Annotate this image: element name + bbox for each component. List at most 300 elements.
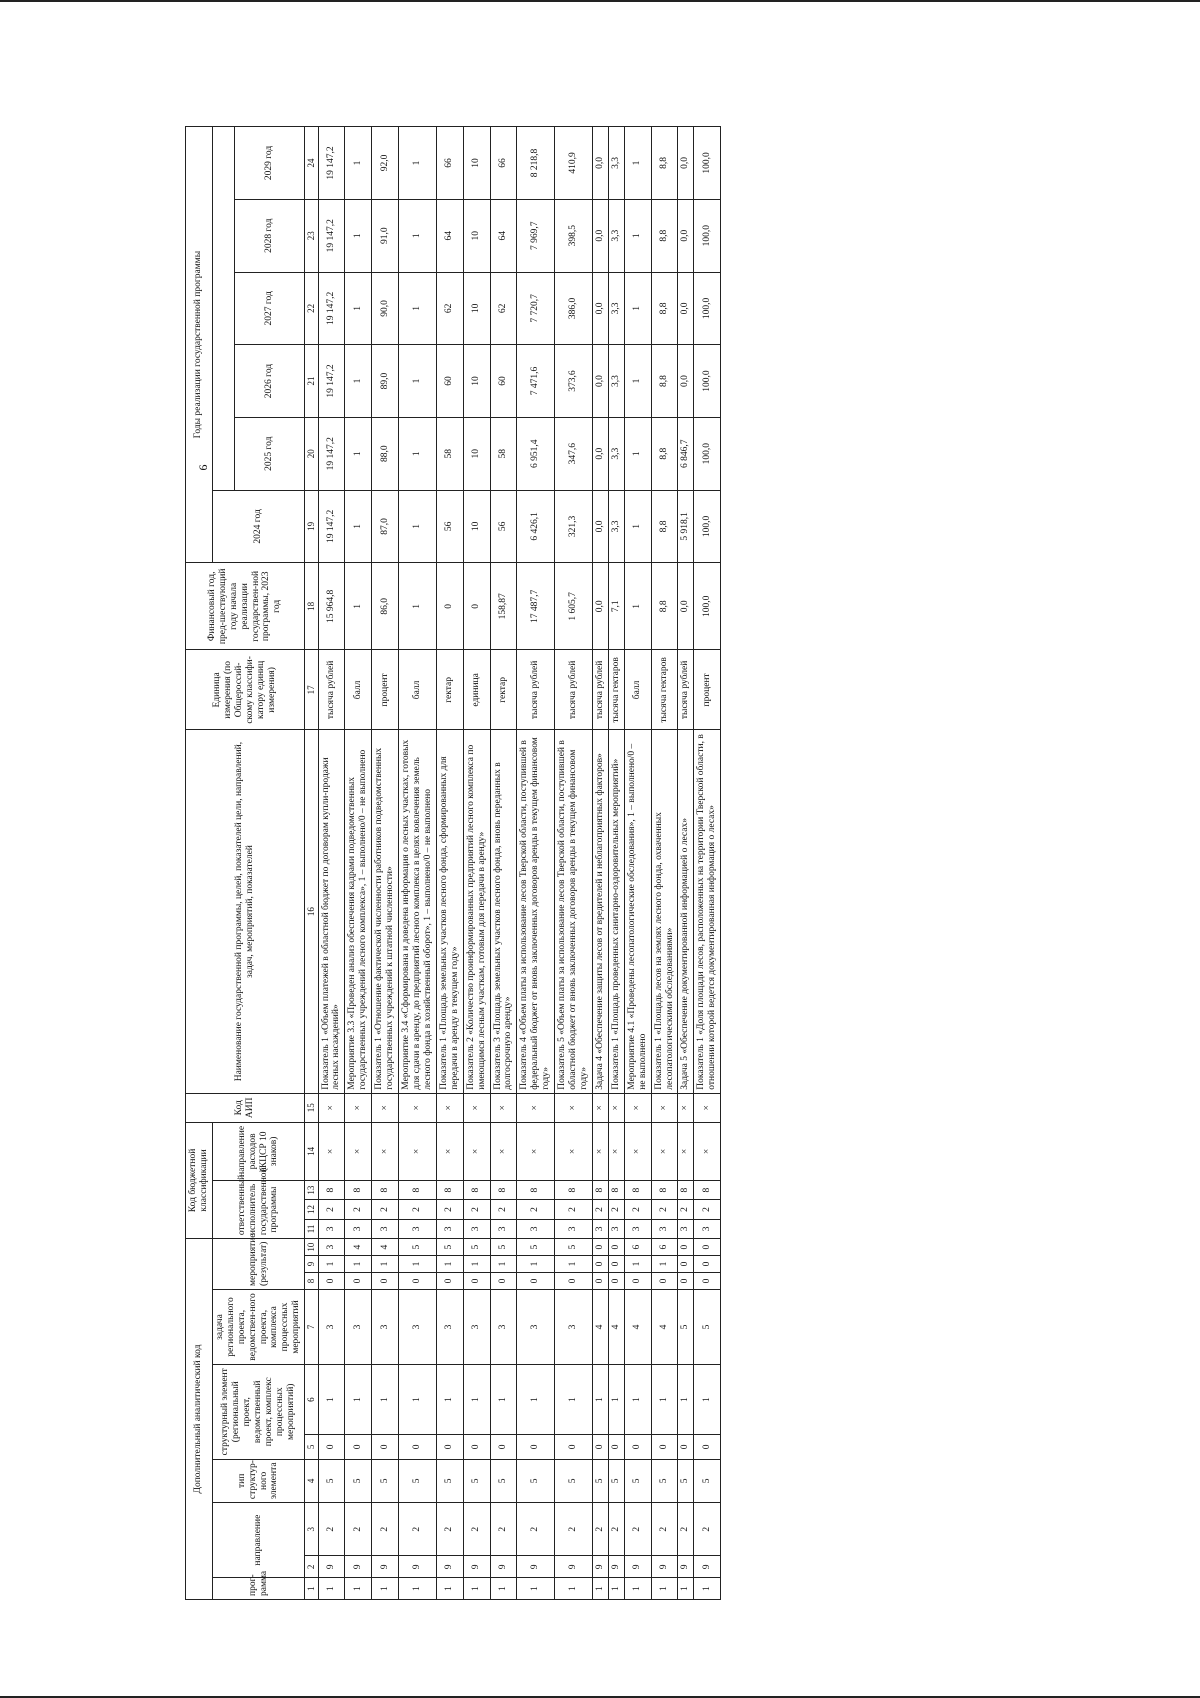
value-cell: 1 — [345, 199, 372, 272]
code-cell: 8 — [463, 1180, 490, 1199]
row-unit: тысяча гектаров — [608, 650, 624, 730]
value-cell: 64 — [490, 199, 517, 272]
value-cell: 1 — [345, 417, 372, 490]
value-cell: 1 — [399, 490, 437, 563]
column-number: 10 — [305, 1239, 318, 1256]
code-cell: 9 — [517, 1556, 555, 1578]
value-cell: 7 471,6 — [517, 345, 555, 418]
value-cell: 0,0 — [592, 563, 608, 650]
header-year-2024: 2024 год — [212, 490, 304, 563]
code-cell: × — [372, 1093, 399, 1122]
value-cell: 100,0 — [694, 563, 721, 650]
code-cell: 5 — [592, 1459, 608, 1503]
code-cell: 2 — [517, 1503, 555, 1556]
code-cell: 5 — [463, 1239, 490, 1256]
value-cell: 0 — [436, 563, 463, 650]
code-cell: 3 — [490, 1219, 517, 1238]
code-cell: 0 — [436, 1435, 463, 1459]
code-cell: 0 — [463, 1435, 490, 1459]
value-cell: 1 — [345, 127, 372, 200]
code-cell: 5 — [399, 1459, 437, 1503]
code-cell: 1 — [345, 1256, 372, 1273]
code-cell: × — [694, 1093, 721, 1122]
header-fin-year: Финансовый год, пред-шествующий году начала реализации государствен-ной программы, 2023 год — [186, 563, 305, 650]
code-cell: 1 — [318, 1365, 345, 1435]
value-cell: 1 — [624, 563, 651, 650]
value-cell: 19 147,2 — [318, 345, 345, 418]
code-cell: 9 — [372, 1556, 399, 1578]
code-cell: 1 — [399, 1256, 437, 1273]
code-cell: 0 — [678, 1273, 694, 1290]
column-number: 16 — [305, 730, 318, 1093]
code-cell: × — [436, 1122, 463, 1180]
header-year-2028: 2028 год — [234, 199, 304, 272]
code-cell: × — [436, 1093, 463, 1122]
code-cell: 1 — [463, 1256, 490, 1273]
table-row — [372, 127, 399, 1600]
code-cell: 2 — [345, 1200, 372, 1219]
code-cell: 0 — [555, 1435, 593, 1459]
column-number: 8 — [305, 1273, 318, 1290]
code-cell: 9 — [555, 1556, 593, 1578]
value-cell: 373,6 — [555, 345, 593, 418]
column-number: 24 — [305, 127, 318, 200]
value-cell: 0,0 — [678, 272, 694, 345]
code-cell: 5 — [436, 1239, 463, 1256]
value-cell: 86,0 — [372, 563, 399, 650]
row-name: Мероприятие 3.4 «Сформирована и доведена информация о лесных участках, готовых для сдачи в аренду, до предприятий лесного комплекса в целях вовлечения земель лесного фонда в хозяйственный оборот», 1 – выполнено/0 – не выполнено — [399, 730, 437, 1093]
code-cell: 0 — [624, 1435, 651, 1459]
value-cell: 58 — [490, 417, 517, 490]
header-analytic-code: Дополнительный аналитический код — [186, 1239, 213, 1600]
code-cell: 2 — [490, 1503, 517, 1556]
column-number: 4 — [305, 1459, 318, 1503]
table-row — [624, 127, 651, 1600]
code-cell: 1 — [624, 1256, 651, 1273]
code-cell: 2 — [651, 1503, 678, 1556]
code-cell: 1 — [318, 1578, 345, 1600]
row-name: Мероприятие 3.3 «Проведен анализ обеспечения кадрами подведомственных государственных учреждений лесного комплекса», 1 – выполнено/0 – не выполнено — [345, 730, 372, 1093]
code-cell: 1 — [436, 1365, 463, 1435]
code-cell: × — [399, 1122, 437, 1180]
code-cell: × — [399, 1093, 437, 1122]
code-cell: 1 — [436, 1578, 463, 1600]
code-cell: 2 — [399, 1503, 437, 1556]
value-cell: 1 — [345, 272, 372, 345]
code-cell: 0 — [372, 1273, 399, 1290]
column-number: 9 — [305, 1256, 318, 1273]
code-cell: 3 — [678, 1219, 694, 1238]
value-cell: 3,3 — [608, 127, 624, 200]
row-name: Мероприятие 4.1 «Проведены лесопатологические обследования», 1 – выполнено/0 – не выполнено — [624, 730, 651, 1093]
value-cell: 8 218,8 — [517, 127, 555, 200]
row-unit: балл — [624, 650, 651, 730]
code-cell: 1 — [372, 1365, 399, 1435]
value-cell: 100,0 — [694, 127, 721, 200]
code-cell: 3 — [517, 1289, 555, 1364]
header-unit: Единица измерения (по Общероссий-скому классифи-катору единиц измерения) — [186, 650, 305, 730]
code-cell: 1 — [463, 1578, 490, 1600]
value-cell: 3,3 — [608, 417, 624, 490]
code-cell: 3 — [399, 1219, 437, 1238]
code-cell: 5 — [678, 1289, 694, 1364]
code-cell: 5 — [694, 1289, 721, 1364]
row-name: Показатель 1 «Отношение фактической численности работников подведомственных государственных учреждений к штатной численности» — [372, 730, 399, 1093]
value-cell: 62 — [436, 272, 463, 345]
value-cell: 347,6 — [555, 417, 593, 490]
value-cell: 0,0 — [678, 127, 694, 200]
value-cell: 17 487,7 — [517, 563, 555, 650]
code-cell: 3 — [608, 1219, 624, 1238]
table-row — [463, 127, 490, 1600]
code-cell: × — [608, 1122, 624, 1180]
code-cell: 1 — [624, 1578, 651, 1600]
code-cell: 5 — [517, 1459, 555, 1503]
code-cell: 3 — [694, 1219, 721, 1238]
code-cell: 3 — [651, 1219, 678, 1238]
value-cell: 0,0 — [592, 199, 608, 272]
code-cell: 2 — [555, 1503, 593, 1556]
value-cell: 3,3 — [608, 345, 624, 418]
value-cell: 5 918,1 — [678, 490, 694, 563]
code-cell: 1 — [490, 1365, 517, 1435]
code-cell: 1 — [372, 1256, 399, 1273]
code-cell: 4 — [651, 1289, 678, 1364]
code-cell: 1 — [678, 1365, 694, 1435]
code-cell: 1 — [517, 1256, 555, 1273]
code-cell: 8 — [399, 1180, 437, 1199]
code-cell: × — [608, 1093, 624, 1122]
table-row — [490, 127, 517, 1600]
code-cell: 2 — [624, 1200, 651, 1219]
code-cell: 2 — [555, 1200, 593, 1219]
value-cell: 66 — [490, 127, 517, 200]
code-cell: × — [318, 1093, 345, 1122]
code-cell: 1 — [490, 1578, 517, 1600]
header-name: Наименование государственной программы, целей, показателей цели, направлений, задач, мероприятий, показателей — [186, 730, 305, 1093]
code-cell: 5 — [399, 1239, 437, 1256]
column-number: 1 — [305, 1578, 318, 1600]
code-cell: 0 — [372, 1435, 399, 1459]
code-cell: 3 — [436, 1219, 463, 1238]
code-cell: 2 — [608, 1200, 624, 1219]
code-cell: 0 — [694, 1435, 721, 1459]
header-program: прог-рамма — [212, 1578, 304, 1600]
code-cell: × — [517, 1093, 555, 1122]
value-cell: 8,8 — [651, 490, 678, 563]
value-cell: 1 — [345, 563, 372, 650]
code-cell: 0 — [592, 1435, 608, 1459]
code-cell: 1 — [592, 1365, 608, 1435]
value-cell: 56 — [436, 490, 463, 563]
code-cell: 1 — [490, 1256, 517, 1273]
code-cell: 1 — [399, 1365, 437, 1435]
code-cell: 9 — [651, 1556, 678, 1578]
code-cell: 2 — [436, 1503, 463, 1556]
code-cell: 8 — [517, 1180, 555, 1199]
program-table — [185, 126, 721, 1600]
value-cell: 8,8 — [651, 199, 678, 272]
code-cell: 2 — [372, 1503, 399, 1556]
value-cell: 1 — [624, 127, 651, 200]
code-cell: 2 — [694, 1200, 721, 1219]
code-cell: 8 — [694, 1180, 721, 1199]
code-cell: × — [555, 1122, 593, 1180]
header-element-type: тип структур-ного элемента — [212, 1459, 304, 1503]
row-name: Показатель 5 «Объем платы за использование лесов Тверской области, поступившей в областной бюджет от вновь заключенных договоров аренды в текущем финансовом году» — [555, 730, 593, 1093]
value-cell: 10 — [463, 272, 490, 345]
code-cell: 5 — [490, 1459, 517, 1503]
code-cell: 1 — [555, 1365, 593, 1435]
value-cell: 19 147,2 — [318, 127, 345, 200]
value-cell: 8,8 — [651, 417, 678, 490]
value-cell: 1 — [624, 490, 651, 563]
header-year-2027: 2027 год — [234, 272, 304, 345]
header-expense: направление расходов (КЦСР 10 знаков) — [212, 1122, 304, 1180]
value-cell: 10 — [463, 345, 490, 418]
code-cell: × — [555, 1093, 593, 1122]
column-number: 13 — [305, 1180, 318, 1199]
row-name: Показатель 1 «Площадь земельных участков лесного фонда, сформированных для передачи в аренду в текущем году» — [436, 730, 463, 1093]
row-unit: гектар — [436, 650, 463, 730]
value-cell: 19 147,2 — [318, 199, 345, 272]
code-cell: 0 — [345, 1273, 372, 1290]
code-cell: 3 — [345, 1219, 372, 1238]
code-cell: 4 — [624, 1289, 651, 1364]
code-cell: 2 — [608, 1503, 624, 1556]
code-cell: 3 — [399, 1289, 437, 1364]
code-cell: 4 — [608, 1289, 624, 1364]
code-cell: 2 — [318, 1200, 345, 1219]
value-cell: 1 — [399, 417, 437, 490]
code-cell: 0 — [490, 1435, 517, 1459]
value-cell: 66 — [436, 127, 463, 200]
code-cell: 9 — [694, 1556, 721, 1578]
code-cell: 1 — [624, 1365, 651, 1435]
row-name: Показатель 3 «Площадь земельных участков лесного фонда, вновь переданных в долгосрочную аренду» — [490, 730, 517, 1093]
code-cell: 0 — [678, 1256, 694, 1273]
code-cell: 2 — [399, 1200, 437, 1219]
code-cell: 8 — [490, 1180, 517, 1199]
code-cell: 1 — [318, 1256, 345, 1273]
code-cell: 2 — [436, 1200, 463, 1219]
code-cell: 8 — [318, 1180, 345, 1199]
value-cell: 10 — [463, 127, 490, 200]
value-cell: 0,0 — [592, 490, 608, 563]
code-cell: 6 — [624, 1239, 651, 1256]
value-cell: 19 147,2 — [318, 490, 345, 563]
code-cell: 0 — [436, 1273, 463, 1290]
code-cell: 0 — [345, 1435, 372, 1459]
value-cell: 100,0 — [694, 199, 721, 272]
value-cell: 64 — [436, 199, 463, 272]
code-cell: 1 — [436, 1256, 463, 1273]
code-cell: 8 — [651, 1180, 678, 1199]
header-year-2025: 2025 год — [234, 417, 304, 490]
code-cell: 1 — [517, 1578, 555, 1600]
code-cell: × — [372, 1122, 399, 1180]
code-cell: 2 — [694, 1503, 721, 1556]
row-unit: единица — [463, 650, 490, 730]
code-cell: 0 — [318, 1435, 345, 1459]
value-cell: 3,3 — [608, 199, 624, 272]
value-cell: 0,0 — [678, 563, 694, 650]
column-number-row — [305, 127, 318, 1600]
value-cell: 100,0 — [694, 417, 721, 490]
value-cell: 8,8 — [651, 272, 678, 345]
value-cell: 88,0 — [372, 417, 399, 490]
header-structural: структурный элемент (региональный проект, ведомственный проект, комплекс процессных мероприятий) — [212, 1365, 304, 1459]
code-cell: × — [318, 1122, 345, 1180]
code-cell: 4 — [592, 1289, 608, 1364]
code-cell: 2 — [463, 1200, 490, 1219]
table-row — [436, 127, 463, 1600]
code-cell: × — [490, 1122, 517, 1180]
header-years-spacer — [212, 127, 234, 491]
code-cell: 9 — [436, 1556, 463, 1578]
code-cell: 5 — [517, 1239, 555, 1256]
value-cell: 3,3 — [608, 272, 624, 345]
value-cell: 8,8 — [651, 345, 678, 418]
table-row — [651, 127, 678, 1600]
code-cell: 1 — [694, 1578, 721, 1600]
row-unit: процент — [372, 650, 399, 730]
value-cell: 410,9 — [555, 127, 593, 200]
code-cell: × — [694, 1122, 721, 1180]
value-cell: 87,0 — [372, 490, 399, 563]
row-unit: тысяча рублей — [555, 650, 593, 730]
code-cell: 2 — [345, 1503, 372, 1556]
column-number: 15 — [305, 1093, 318, 1122]
column-number: 19 — [305, 490, 318, 563]
code-cell: 0 — [678, 1435, 694, 1459]
value-cell: 58 — [436, 417, 463, 490]
code-cell: 2 — [463, 1503, 490, 1556]
table-row — [399, 127, 437, 1600]
value-cell: 1 — [624, 345, 651, 418]
code-cell: 0 — [651, 1435, 678, 1459]
value-cell: 62 — [490, 272, 517, 345]
header-measure: мероприятие (результат) — [212, 1239, 304, 1290]
value-cell: 1 — [399, 345, 437, 418]
header-year-2029: 2029 год — [234, 127, 304, 200]
code-cell: 9 — [399, 1556, 437, 1578]
header-budget-code: Код бюджетной классификации — [186, 1122, 213, 1238]
code-cell: × — [651, 1122, 678, 1180]
value-cell: 1 — [399, 127, 437, 200]
code-cell: 0 — [592, 1256, 608, 1273]
header-executor: ответственный исполнитель государственной программы — [212, 1180, 304, 1238]
code-cell: × — [592, 1093, 608, 1122]
code-cell: 0 — [399, 1435, 437, 1459]
code-cell: 0 — [694, 1256, 721, 1273]
code-cell: 8 — [555, 1180, 593, 1199]
value-cell: 6 846,7 — [678, 417, 694, 490]
code-cell: 0 — [651, 1273, 678, 1290]
code-cell: 2 — [517, 1200, 555, 1219]
row-unit: тысяча рублей — [592, 650, 608, 730]
table-body — [318, 127, 721, 1600]
value-cell: 3,3 — [608, 490, 624, 563]
header-direction: направление — [212, 1503, 304, 1578]
row-unit: тысяча рублей — [678, 650, 694, 730]
code-cell: 0 — [399, 1273, 437, 1290]
row-name: Показатель 1 «Доля площади лесов, расположенных на территории Тверской области, в отношении которой ведется документированная информация о лесах» — [694, 730, 721, 1093]
code-cell: 0 — [592, 1239, 608, 1256]
value-cell: 0,0 — [592, 345, 608, 418]
code-cell: 6 — [651, 1239, 678, 1256]
column-number: 3 — [305, 1503, 318, 1556]
code-cell: 0 — [608, 1273, 624, 1290]
code-cell: 8 — [592, 1180, 608, 1199]
table-row — [517, 127, 555, 1600]
code-cell: 8 — [372, 1180, 399, 1199]
code-cell: × — [624, 1093, 651, 1122]
code-cell: 9 — [318, 1556, 345, 1578]
code-cell: 5 — [624, 1459, 651, 1503]
column-number: 5 — [305, 1435, 318, 1459]
value-cell: 8,8 — [651, 127, 678, 200]
value-cell: 56 — [490, 490, 517, 563]
code-cell: 9 — [592, 1556, 608, 1578]
row-unit: балл — [399, 650, 437, 730]
code-cell: 1 — [517, 1365, 555, 1435]
code-cell: 3 — [555, 1289, 593, 1364]
code-cell: 8 — [436, 1180, 463, 1199]
code-cell: 4 — [372, 1239, 399, 1256]
table-row — [318, 127, 345, 1600]
code-cell: 5 — [555, 1239, 593, 1256]
code-cell: 2 — [490, 1200, 517, 1219]
value-cell: 19 147,2 — [318, 272, 345, 345]
code-cell: 0 — [318, 1273, 345, 1290]
code-cell: 3 — [318, 1219, 345, 1238]
value-cell: 0,0 — [592, 127, 608, 200]
value-cell: 19 147,2 — [318, 417, 345, 490]
column-number: 17 — [305, 650, 318, 730]
code-cell: 1 — [694, 1365, 721, 1435]
code-cell: × — [345, 1093, 372, 1122]
code-cell: 9 — [345, 1556, 372, 1578]
row-name: Показатель 1 «Площадь лесов на землях лесного фонда, охваченных лесопатологическими обследованиями» — [651, 730, 678, 1093]
value-cell: 0,0 — [678, 199, 694, 272]
code-cell: 1 — [651, 1365, 678, 1435]
row-unit: тысяча рублей — [517, 650, 555, 730]
code-cell: 0 — [517, 1273, 555, 1290]
code-cell: 0 — [555, 1273, 593, 1290]
code-cell: 9 — [608, 1556, 624, 1578]
code-cell: 1 — [651, 1578, 678, 1600]
code-cell: 5 — [651, 1459, 678, 1503]
value-cell: 89,0 — [372, 345, 399, 418]
table-row — [592, 127, 608, 1600]
column-number: 18 — [305, 563, 318, 650]
value-cell: 10 — [463, 490, 490, 563]
row-unit: балл — [345, 650, 372, 730]
row-name: Показатель 1 «Объем платежей в областной бюджет по договорам купли-продажи лесных насаждений» — [318, 730, 345, 1093]
code-cell: 1 — [555, 1256, 593, 1273]
value-cell: 92,0 — [372, 127, 399, 200]
value-cell: 0,0 — [592, 272, 608, 345]
code-cell: × — [517, 1122, 555, 1180]
value-cell: 398,5 — [555, 199, 593, 272]
value-cell: 1 — [399, 199, 437, 272]
value-cell: 60 — [490, 345, 517, 418]
value-cell: 7 969,7 — [517, 199, 555, 272]
code-cell: 0 — [694, 1239, 721, 1256]
code-cell: 9 — [463, 1556, 490, 1578]
column-number: 14 — [305, 1122, 318, 1180]
